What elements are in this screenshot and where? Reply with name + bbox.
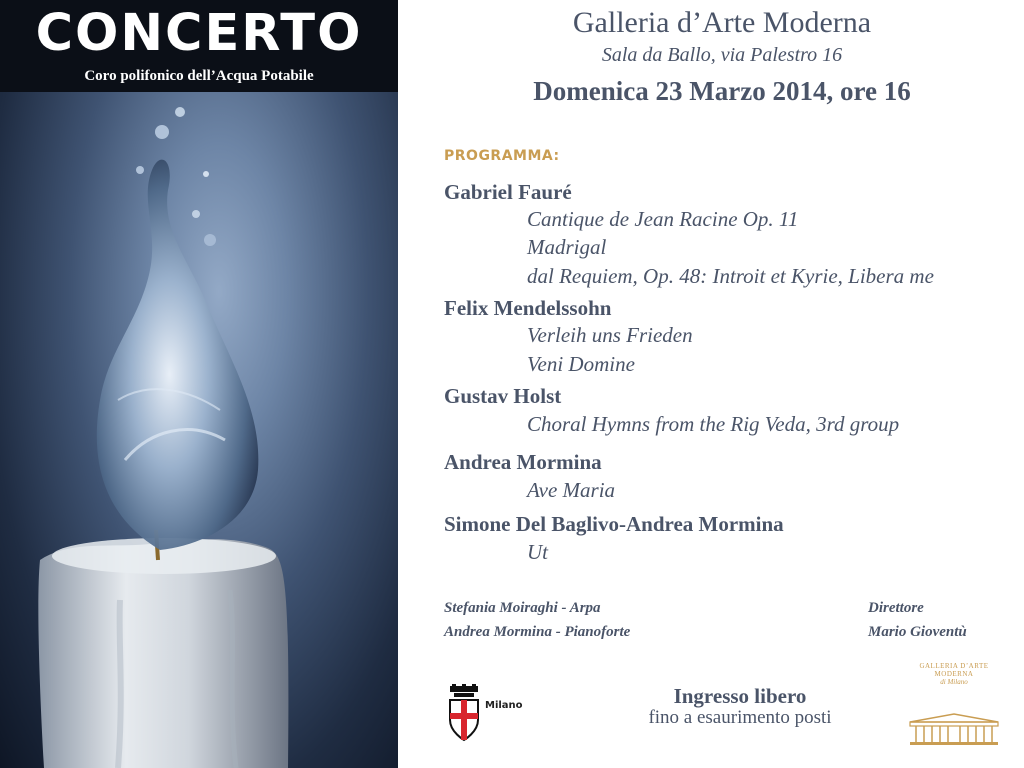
poster-panel (0, 0, 398, 768)
work-title: Cantique de Jean Racine Op. 11 (527, 207, 799, 231)
work-title: Ut (527, 540, 548, 564)
work-title: dal Requiem, Op. 48: Introit et Kyrie, Libera me (527, 264, 934, 288)
program-heading: PROGRAMMA: (444, 148, 560, 164)
work-title: Verleih uns Frieden (527, 323, 693, 347)
composer-name: Gustav Holst (444, 384, 562, 408)
admission-note: fino a esaurimento posti (648, 707, 832, 728)
work-title: Veni Domine (527, 352, 635, 376)
poster-title: CONCERTO (35, 4, 363, 63)
gallery-building-icon (908, 712, 1000, 746)
director-name: Mario Gioventù (868, 624, 967, 640)
performer-piano: Andrea Mormina - Pianoforte (444, 624, 631, 640)
composer-name: Felix Mendelssohn (444, 296, 612, 320)
director-label: Direttore (868, 600, 924, 616)
milano-label: Milano (485, 700, 523, 711)
gam-logo-line1: GALLERIA D’ARTE MODERNA (919, 662, 989, 678)
candle-water-flame-image (0, 0, 398, 768)
performer-harp: Stefania Moiraghi - Arpa (444, 600, 601, 616)
composer-name: Gabriel Fauré (444, 180, 572, 204)
choir-name: Coro polifonico dell’Acqua Potabile (84, 68, 314, 84)
admission-title: Ingresso libero (673, 684, 807, 708)
water-flame (97, 160, 259, 550)
work-title: Choral Hymns from the Rig Veda, 3rd group (527, 412, 900, 436)
venue-title: Galleria d’Arte Moderna (572, 6, 872, 39)
venue-address: Sala da Ballo, via Palestro 16 (601, 44, 843, 66)
gam-logo (904, 662, 1004, 686)
gam-logo-line2: di Milano (940, 678, 968, 686)
composer-name: Andrea Mormina (444, 450, 602, 474)
work-title: Madrigal (527, 235, 607, 259)
event-date: Domenica 23 Marzo 2014, ore 16 (533, 76, 911, 106)
work-title: Ave Maria (527, 478, 616, 502)
composer-name: Simone Del Baglivo-Andrea Mormina (444, 512, 784, 536)
